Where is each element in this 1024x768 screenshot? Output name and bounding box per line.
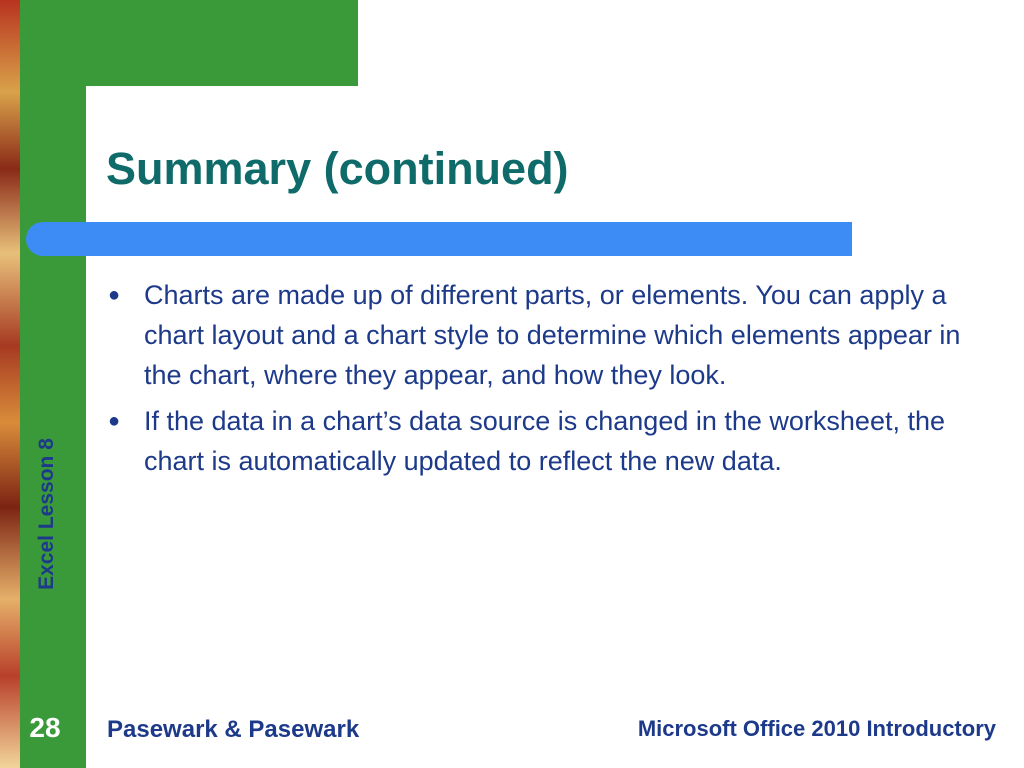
bullet-item: [106, 401, 986, 481]
bullet-text: If the data in a chart’s data source is changed in the worksheet, the chart is automatically updated to reflect the new data.: [144, 406, 945, 476]
footer-author: Pasewark & Pasewark: [107, 716, 360, 743]
bullet-list: [106, 275, 986, 487]
slide-title: Summary (continued): [106, 143, 569, 194]
bullet-text: Charts are made up of different parts, or elements. You can apply a chart layout and a chart style to determine which elements appear in the chart, where they appear, and how they look.: [144, 280, 961, 390]
slide-number: 28: [29, 712, 61, 743]
bullet-item: [106, 275, 986, 395]
bullet-dot-icon: ●: [108, 410, 121, 432]
footer-course-title: Microsoft Office 2010 Introductory: [637, 716, 996, 741]
bullet-dot-icon: ●: [108, 284, 121, 306]
decorative-image-strip: [0, 0, 20, 768]
green-sidebar: [20, 0, 86, 768]
lesson-label: Excel Lesson 8: [35, 438, 58, 590]
title-divider-bar: [26, 222, 852, 256]
green-header-tab: [20, 0, 358, 86]
